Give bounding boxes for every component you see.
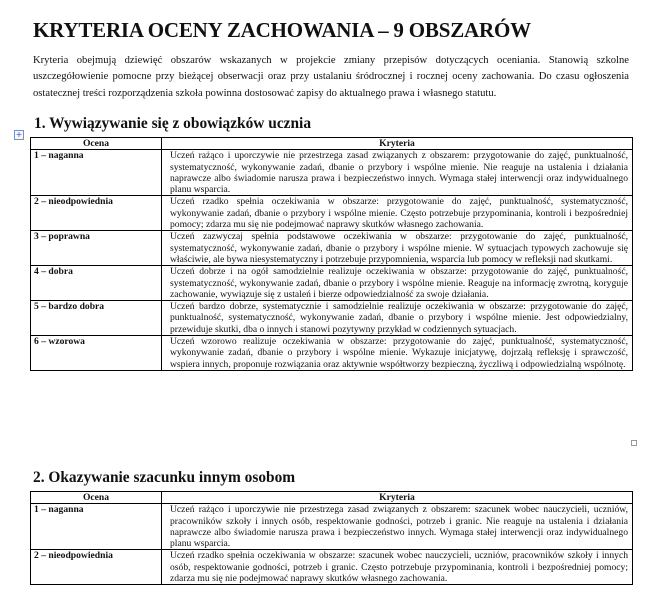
table-move-handle-icon[interactable]: +	[15, 130, 23, 139]
table-header-row	[31, 138, 633, 150]
criteria-cell: Uczeń dobrze i na ogół samodzielnie realizuje oczekiwania w obszarze: przygotowanie do zajęć, punktualność, systematyczność, wykonywanie zadań, dbanie o przybory i wspólne mienie. Reaguje na informację zwrotną, koryguje zachowanie, wywiązuje się z ustaleń i bierze odpowiedzialność za swoje działania.	[162, 266, 633, 301]
grade-cell: 1 – naganna	[31, 150, 162, 196]
intro-paragraph: Kryteria obejmują dziewięć obszarów wskazanych w projekcie zmiany przepisów dotyczących oceniania. Stanowią szkolne uszczegółowienie pomocne przy bieżącej obserwacji oraz przy ustalaniu śródrocznej i rocznej oceny zachowania. Do czasu ogłoszenia ostatecznej treści rozporządzenia szkoła powinna dostosować zapisy do aktualnego prawa i własnego statutu.	[33, 55, 629, 99]
grade-cell: 1 – naganna	[31, 504, 162, 550]
criteria-table-2	[30, 491, 633, 585]
grade-cell: 2 – nieodpowiednia	[31, 550, 162, 585]
section-2-title: 2. Okazywanie szacunku innym osobom	[33, 469, 296, 486]
document-title: KRYTERIA OCENY ZACHOWANIA – 9 OBSZARÓW	[33, 18, 531, 42]
criteria-cell: Uczeń rażąco i uporczywie nie przestrzega zasad związanych z obszarem: przygotowanie do zajęć, punktualność, systematyczność, wykonywanie zadań, dbanie o przybory i wspólne mienie. Nie reaguje na ustalenia i działania naprawcze albo świadomie narusza prawa i bezpieczeństwo innych. Wymaga stałej interwencji oraz indywidualnego planu wsparcia.	[162, 150, 633, 196]
section-1-title: 1. Wywiązywanie się z obowiązków ucznia	[34, 115, 312, 132]
table-row	[31, 504, 633, 550]
table-row	[31, 150, 633, 196]
criteria-table-1	[30, 137, 633, 371]
criteria-cell: Uczeń rzadko spełnia oczekiwania w obszarze: przygotowanie do zajęć, punktualność, systematyczność, wykonywanie zadań, dbanie o przybory i wspólne mienie. Często potrzebuje przypominania, kontroli i bezpośredniej pomocy; zdarza mu się nie podejmować naprawy skutków własnego zachowania.	[162, 196, 633, 231]
table-row	[31, 266, 633, 301]
criteria-cell: Uczeń rażąco i uporczywie nie przestrzega zasad związanych z obszarem: szacunek wobec nauczycieli, uczniów, pracowników szkoły i innych osób, respektowanie godności, potrzeb i granic. Nie reaguje na ustalenia i działania naprawcze albo świadomie narusza prawa i bezpieczeństwo innych. Wymaga stałej interwencji oraz indywidualnego planu wsparcia.	[162, 504, 633, 550]
grade-cell: 4 – dobra	[31, 266, 162, 301]
column-header-criteria: Kryteria	[162, 492, 633, 504]
table-row	[31, 196, 633, 231]
table-header-row	[31, 492, 633, 504]
table-row	[31, 231, 633, 266]
grade-cell: 2 – nieodpowiednia	[31, 196, 162, 231]
table-row	[31, 550, 633, 585]
criteria-cell: Uczeń zazwyczaj spełnia podstawowe oczekiwania w obszarze: przygotowanie do zajęć, punktualność, systematyczność, wykonywanie zadań, dbanie o przybory i wspólne mienie. W sytuacjach typowych zachowuje się właściwie, ale bywa niesystematyczny i potrzebuje przypomnienia, wsparcia lub pomocy w refleksji nad skutkami.	[162, 231, 633, 266]
table-resize-handle[interactable]	[631, 440, 637, 446]
table-row	[31, 336, 633, 371]
table-row	[31, 301, 633, 336]
column-header-grade: Ocena	[31, 138, 162, 150]
column-header-grade: Ocena	[31, 492, 162, 504]
grade-cell: 3 – poprawna	[31, 231, 162, 266]
criteria-cell: Uczeń wzorowo realizuje oczekiwania w obszarze: przygotowanie do zajęć, punktualność, systematyczność, wykonywanie zadań, dbanie o przybory i wspólne mienie. Wykazuje inicjatywę, dojrzałą refleksję i sprawczość, wspiera innych, proponuje rozwiązania oraz aktywnie współtworzy bezpieczną, życzliwą i odpowiedzialną wspólnotę.	[162, 336, 633, 371]
column-header-criteria: Kryteria	[162, 138, 633, 150]
grade-cell: 5 – bardzo dobra	[31, 301, 162, 336]
criteria-cell: Uczeń bardzo dobrze, systematycznie i samodzielnie realizuje oczekiwania w obszarze: przygotowanie do zajęć, punktualność, systematyczność, wykonywanie zadań, dbanie o przybory i wspólne mienie. Jest odpowiedzialny, przewiduje skutki, dba o innych i stanowi pozytywny przykład w codziennych sytuacjach.	[162, 301, 633, 336]
criteria-cell: Uczeń rzadko spełnia oczekiwania w obszarze: szacunek wobec nauczycieli, uczniów, pracowników szkoły i innych osób, respektowanie godności, potrzeb i granic. Często potrzebuje przypominania, kontroli i bezpośredniej pomocy; zdarza mu się nie podejmować naprawy skutków własnego zachowania.	[162, 550, 633, 585]
grade-cell: 6 – wzorowa	[31, 336, 162, 371]
